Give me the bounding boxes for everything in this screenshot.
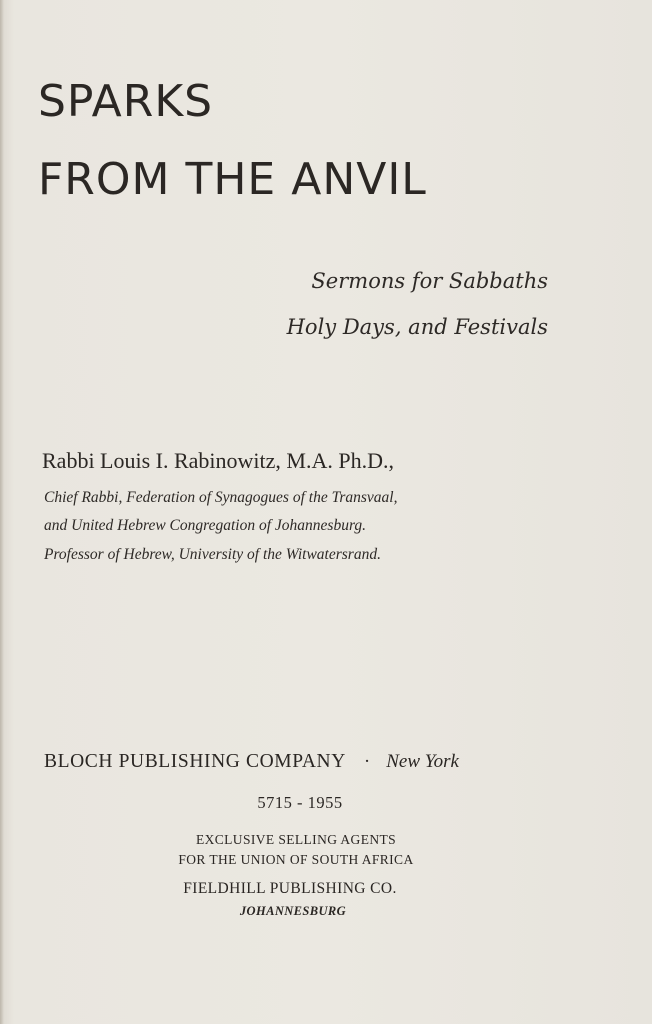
- publication-years: 5715 - 1955: [257, 793, 343, 812]
- agent-city: JOHANNESBURG: [239, 904, 347, 918]
- author-credential-3: Professor of Hebrew, University of the Witwatersrand.: [44, 546, 381, 563]
- author-credential-1: Chief Rabbi, Federation of Synagogues of the Transvaal,: [44, 489, 398, 506]
- subtitle-line-1: Sermons for Sabbaths: [311, 269, 548, 293]
- agents-line-2: FOR THE UNION OF SOUTH AFRICA: [178, 852, 414, 867]
- book-title-line-2: FROM THE ANVIL: [38, 154, 427, 205]
- publisher-name: BLOCH PUBLISHING COMPANY: [44, 751, 346, 772]
- subtitle-line-2: Holy Days, and Festivals: [286, 315, 548, 339]
- separator-dot: ·: [363, 751, 371, 772]
- agent-name: FIELDHILL PUBLISHING CO.: [183, 880, 397, 897]
- author-credential-2: and United Hebrew Congregation of Johannesburg.: [44, 517, 367, 534]
- page-edge-shadow: [0, 0, 4, 1024]
- book-title-line-1: SPARKS: [38, 76, 214, 127]
- author-name: Rabbi Louis I. Rabinowitz, M.A. Ph.D.,: [42, 448, 394, 473]
- publisher-row: [44, 752, 459, 772]
- publisher-city: New York: [386, 751, 459, 772]
- agents-line-1: EXCLUSIVE SELLING AGENTS: [195, 832, 397, 847]
